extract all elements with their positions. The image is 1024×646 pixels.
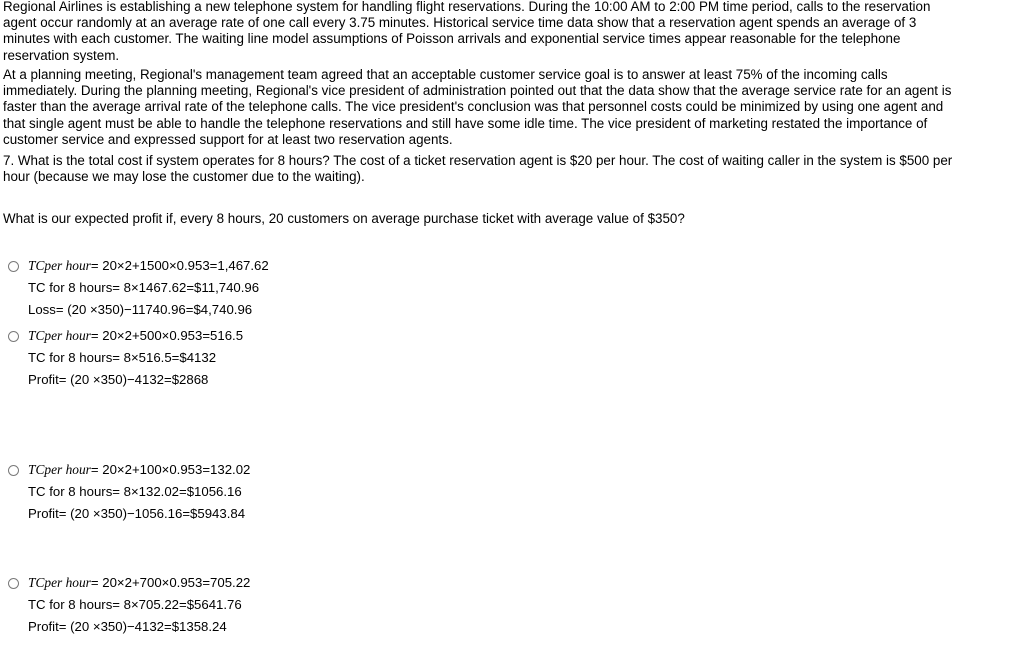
option-tc-8-hours: TC for 8 hours= 8×1467.62=$11,740.96 (28, 280, 260, 295)
option-tc-per-hour (28, 328, 243, 344)
option-tc-8-hours: TC for 8 hours= 8×516.5=$4132 (28, 350, 217, 365)
option-tc-per-hour (28, 258, 269, 274)
option-result: Profit= (20 ×350)−1056.16=$5943.84 (28, 506, 246, 521)
option-tc-8-hours: TC for 8 hours= 8×132.02=$1056.16 (28, 484, 242, 499)
problem-paragraph-3: 7. What is the total cost if system operates for 8 hours? The cost of a ticket reservation agent is $20 per hour. The cost of waiting caller in the system is $500 per hour (because we may lose the customer due to the waiting). (3, 153, 953, 185)
problem-paragraph-2: At a planning meeting, Regional's management team agreed that an acceptable customer service goal is to answer at least 75% of the incoming calls immediately. During the planning meeting, Regional's vice president of administration pointed out that the data show that the average service rate for an agent is faster than the average arrival rate of the telephone calls. The vice president's conclusion was that personnel costs could be minimized by using one agent and that single agent must be able to handle the telephone reservations and still have some idle time. The vice president of marketing restated the importance of customer service and expressed support for at least two reservation agents. (3, 67, 952, 147)
option-tc-8-hours: TC for 8 hours= 8×705.22=$5641.76 (28, 597, 242, 612)
tc-value: = 20×2+1500×0.953=1,467.62 (90, 258, 269, 273)
tc-label: TCper hour (28, 258, 91, 273)
option-result: Profit= (20 ×350)−4132=$2868 (28, 372, 209, 387)
option-tc-per-hour (28, 462, 250, 478)
tc-value: = 20×2+700×0.953=705.22 (90, 575, 251, 590)
problem-paragraph-1: Regional Airlines is establishing a new telephone system for handling flight reservations. During the 10:00 AM to 2:00 PM time period, calls to the reservation agent occur randomly at an average rate of one call every 3.75 minutes. Historical service time data show that a reservation agent spends an average of 3 minutes with each customer. The waiting line model assumptions of Poisson arrivals and exponential service times appear reasonable for the telephone reservation system. (3, 0, 931, 63)
radio-button[interactable] (8, 261, 19, 272)
radio-button[interactable] (8, 331, 19, 342)
option-result: Profit= (20 ×350)−4132=$1358.24 (28, 619, 227, 634)
radio-button[interactable] (8, 578, 19, 589)
question-text: What is our expected profit if, every 8 hours, 20 customers on average purchase ticket with average value of $350? (3, 211, 685, 226)
tc-label: TCper hour (28, 328, 91, 343)
tc-value: = 20×2+100×0.953=132.02 (90, 462, 251, 477)
tc-label: TCper hour (28, 575, 91, 590)
radio-button[interactable] (8, 465, 19, 476)
option-tc-per-hour (28, 575, 250, 591)
tc-value: = 20×2+500×0.953=516.5 (90, 328, 244, 343)
tc-label: TCper hour (28, 462, 91, 477)
option-result: Loss= (20 ×350)−11740.96=$4,740.96 (28, 302, 253, 317)
